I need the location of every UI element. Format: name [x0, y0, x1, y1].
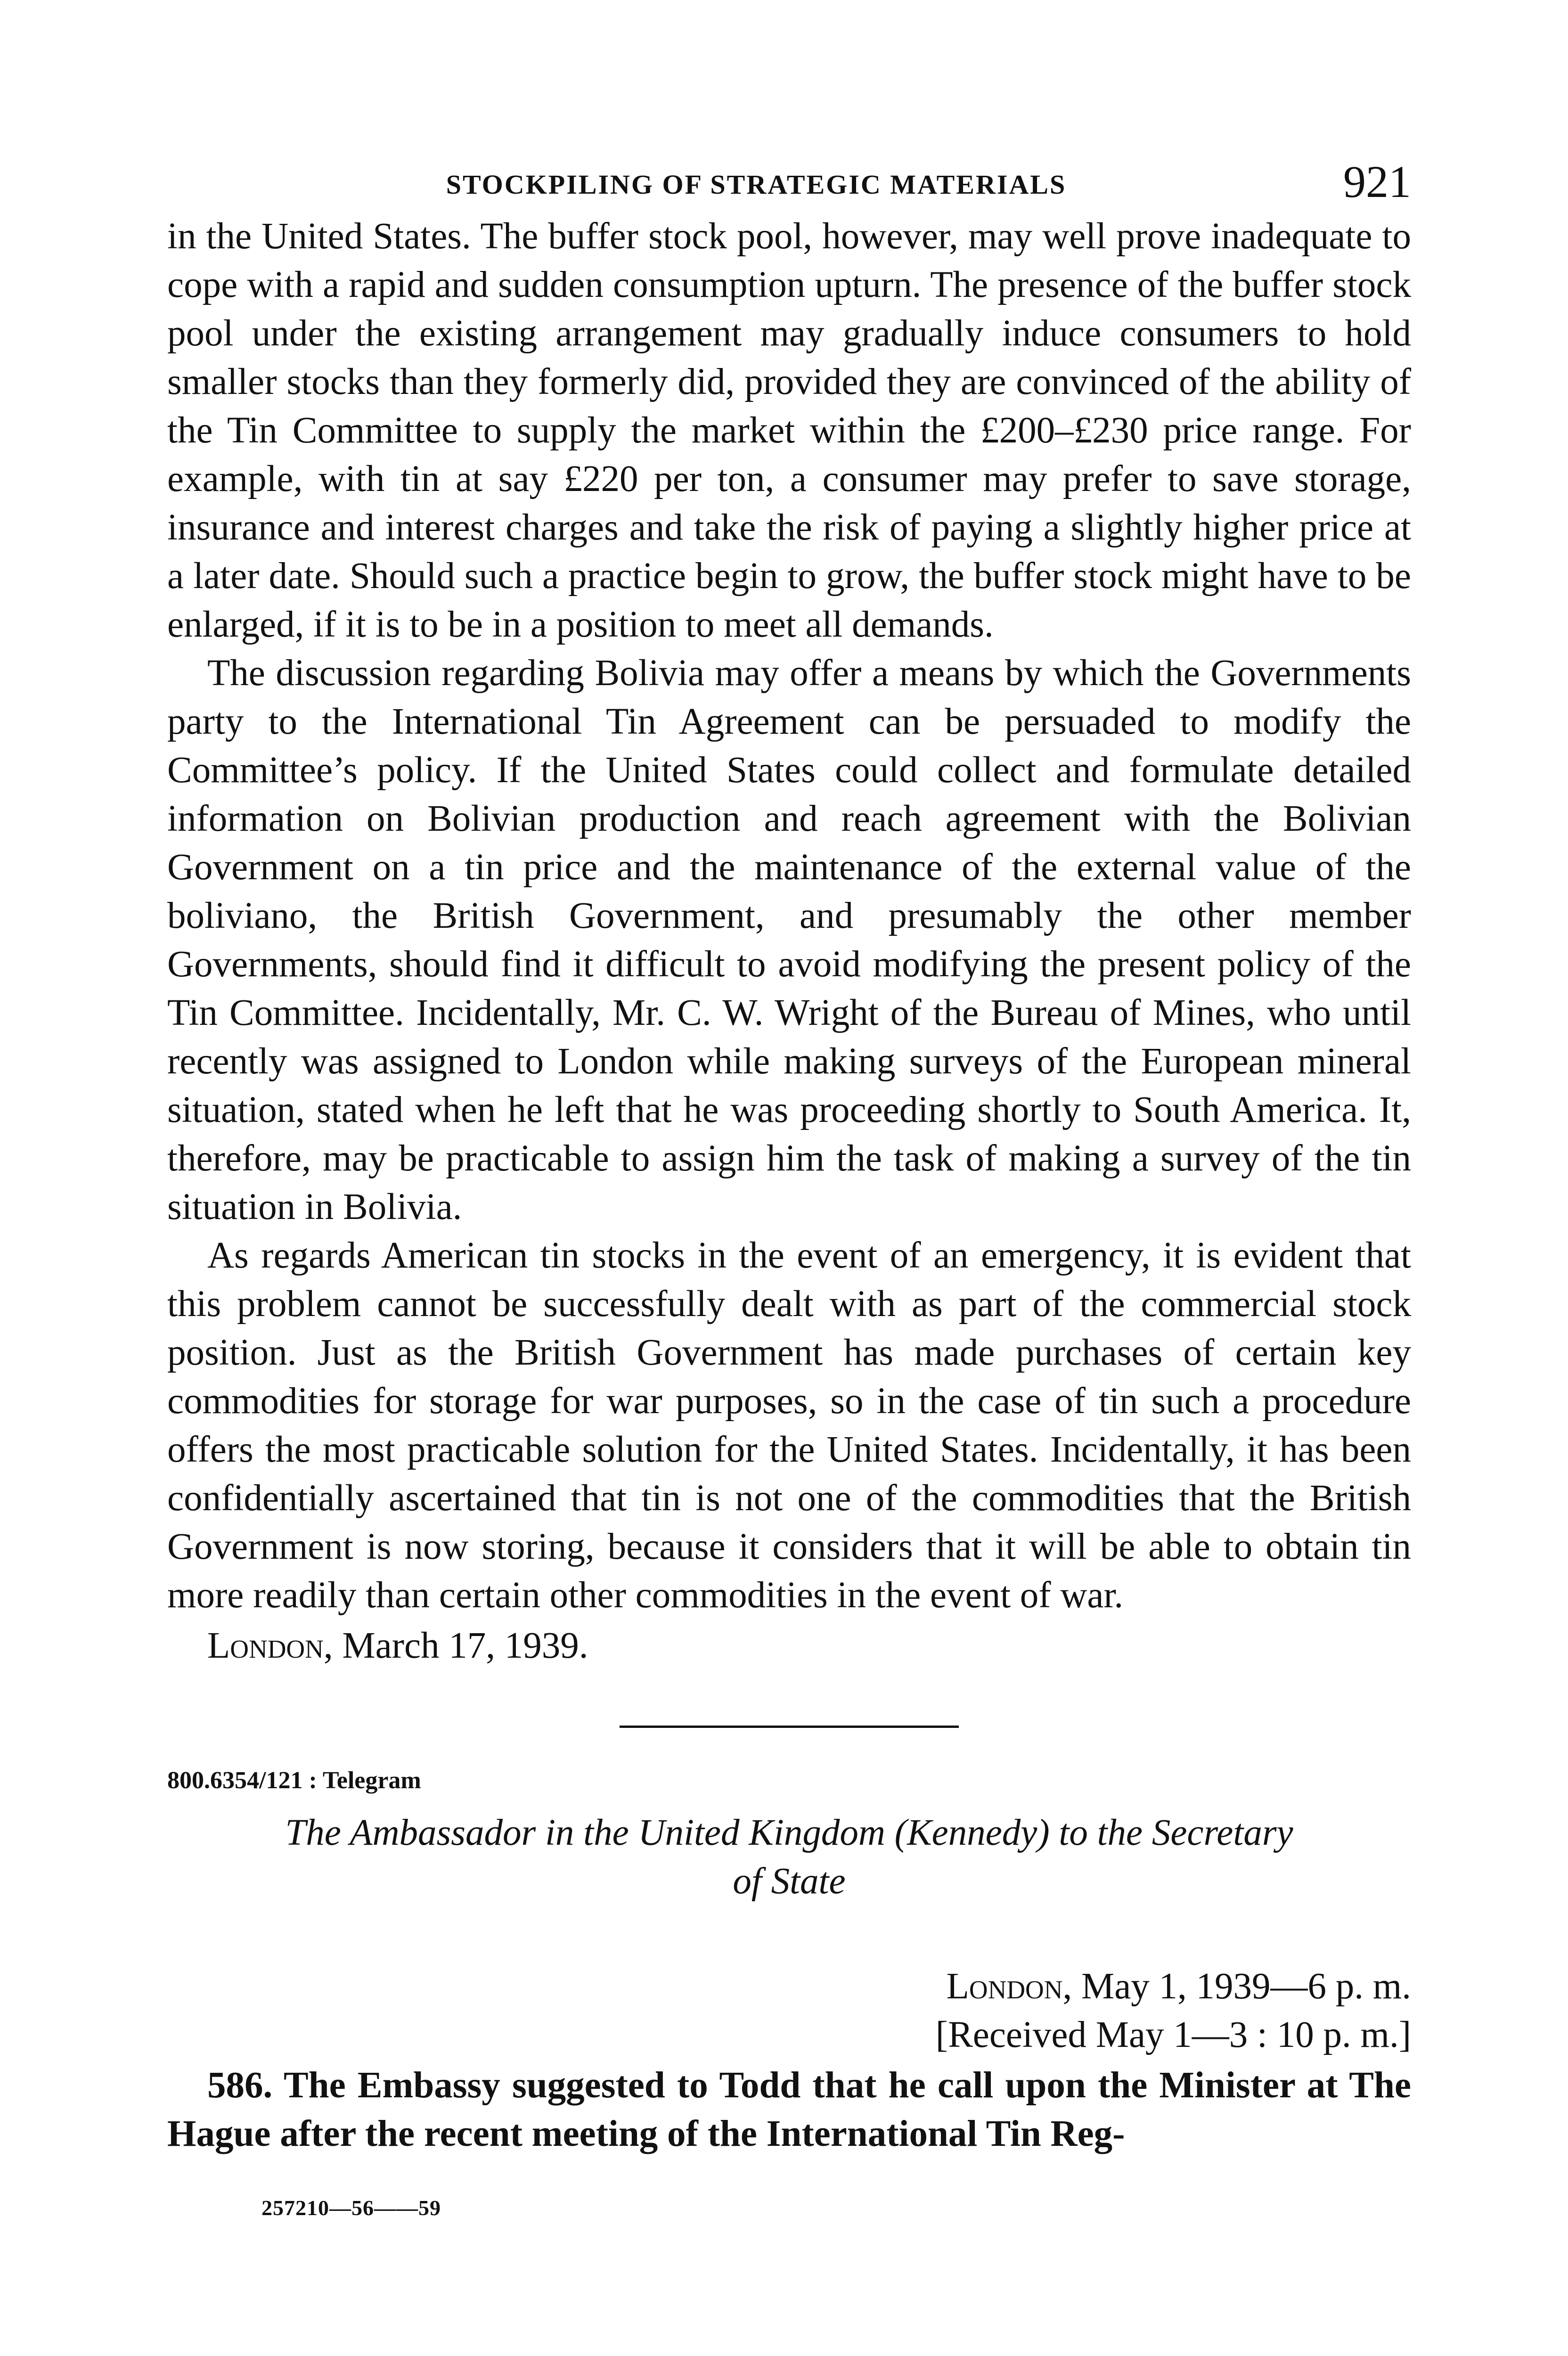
dateline-place: London — [207, 1625, 324, 1666]
paragraph-american-stocks: As regards American tin stocks in the event of an emergency, it is evident that this problem cannot be successfully dealt with as part of the commercial stock position. Just as the British Government has made purchases of certain key commodities for storage for war purposes, so in the case of tin such a procedure offers the most practicable solution for the United States. Incidentally, it has been confidentially ascertained that tin is not one of the commodities that the British Government is now storing, because it considers that it will be able to obtain tin more readily than certain other commodities in the event of war. — [167, 1235, 1411, 1616]
sent-date: , May 1, 1939—6 p. m. — [1062, 1966, 1411, 2007]
sent-line — [167, 1962, 1411, 2011]
paragraph-continued: in the United States. The buffer stock pool, however, may well prove inadequate to cope with a rapid and sudden consumption upturn. The presence of the buffer stock pool under the existing arrangement may gradually induce consumers to hold smaller stocks than they formerly did, provided they are convinced of the ability of the Tin Committee to supply the market within the £200–£230 price range. For example, with tin at say £220 per ton, a consumer may prefer to save storage, insurance and interest charges and take the risk of paying a slightly higher price at a later date. Should such a practice begin to grow, the buffer stock might have to be enlarged, if it is to be in a position to meet all demands. — [167, 216, 1411, 645]
section-divider — [620, 1726, 959, 1728]
running-head — [167, 141, 1411, 212]
telegram-paragraph: 586. The Embassy suggested to Todd that he call upon the Minister at The Hague after the recent meeting of the International Tin Reg- — [167, 2065, 1411, 2154]
body-text — [167, 212, 1411, 1620]
telegram-dateline — [167, 1962, 1411, 2059]
running-title: STOCKPILING OF STRATEGIC MATERIALS — [446, 169, 1067, 200]
file-reference: 800.6354/121 : Telegram — [167, 1767, 421, 1794]
received-line: [Received May 1—3 : 10 p. m.] — [935, 2014, 1411, 2055]
dateline-date: , March 17, 1939. — [323, 1625, 588, 1666]
dateline-london-march — [167, 1621, 1411, 1670]
document-heading — [167, 1808, 1411, 1906]
print-signature: 257210—56——59 — [261, 2196, 441, 2220]
page-number: 921 — [1343, 156, 1411, 207]
heading-line-1: The Ambassador in the United Kingdom (Kennedy) to the Secretary — [285, 1812, 1293, 1853]
heading-line-2: of State — [733, 1861, 846, 1902]
document-page — [167, 141, 1411, 2220]
paragraph-bolivia: The discussion regarding Bolivia may offer a means by which the Governments party to the International Tin Agreement can be persuaded to modify the Committee’s policy. If the United States could collect and formulate detailed information on Bolivian production and reach agreement with the Bolivian Government on a tin price and the maintenance of the external value of the boliviano, the British Government, and presumably the other member Governments, should find it difficult to avoid modifying the present policy of the Tin Committee. Incidentally, Mr. C. W. Wright of the Bureau of Mines, who until recently was assigned to London while making surveys of the European mineral situation, stated when he left that he was proceeding shortly to South America. It, therefore, may be practicable to assign him the task of making a survey of the tin situation in Bolivia. — [167, 653, 1411, 1227]
sent-place: London — [946, 1966, 1063, 2007]
